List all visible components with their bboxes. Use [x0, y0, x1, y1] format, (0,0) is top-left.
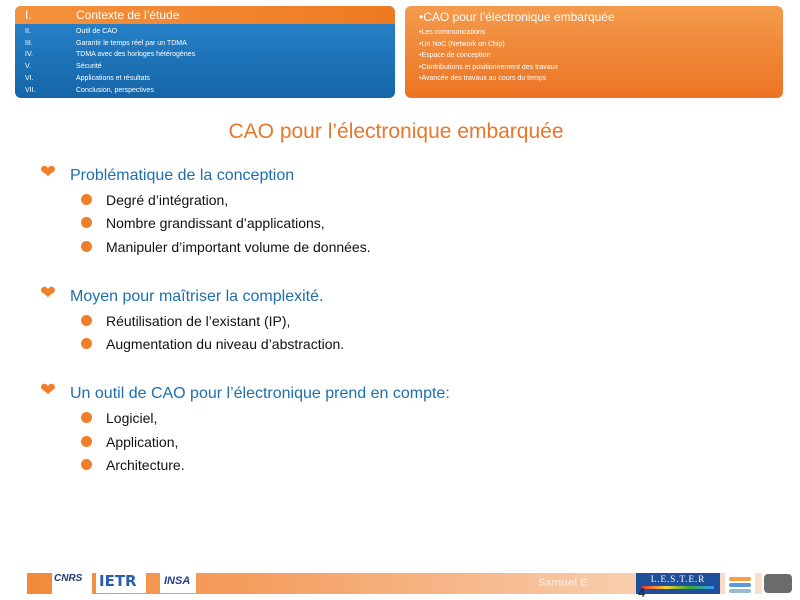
- outline-panel: [15, 6, 395, 98]
- orange-dot-bullet-icon: [81, 194, 92, 205]
- bullet-item-text: Nombre grandissant d’applications,: [106, 215, 325, 231]
- outline-item[interactable]: [15, 49, 395, 60]
- section-subitem[interactable]: •Un NoC (Network on Chip): [419, 41, 505, 48]
- section-subitem[interactable]: •Avancée des travaux au cours du temps: [419, 75, 547, 82]
- outline-item-num: IV.: [25, 51, 33, 58]
- bullet-item-text: Architecture.: [106, 457, 185, 473]
- cnrs-logo: [52, 570, 92, 596]
- orange-dot-bullet-icon: [81, 412, 92, 423]
- ietr-logo: [96, 571, 146, 593]
- orange-dot-bullet-icon: [81, 436, 92, 447]
- bullet-item-text: Manipuler d’important volume de données.: [106, 239, 371, 255]
- bullet-item-text: Logiciel,: [106, 410, 158, 426]
- university-logo: [725, 571, 755, 597]
- page-number: 4: [638, 585, 646, 600]
- lester-logo-strip: [642, 586, 714, 589]
- bullet-item-text: Réutilisation de l’existant (IP),: [106, 313, 291, 329]
- slide-nav-button[interactable]: [764, 574, 792, 593]
- heart-bullet-icon: ❤: [40, 162, 56, 183]
- outline-item-label: Sécurité: [76, 63, 102, 70]
- footer-author-name: Samuel E: [538, 577, 588, 589]
- outline-item-num: II.: [25, 28, 31, 35]
- bullet-item-text: Application,: [106, 434, 179, 450]
- outline-item-num: III.: [25, 39, 33, 47]
- outline-item[interactable]: [15, 38, 395, 49]
- lester-logo-text: L.E.S.T.E.R: [650, 574, 706, 584]
- outline-item-num: V.: [25, 63, 31, 70]
- insa-logo-text: INSA: [164, 575, 191, 587]
- outline-current-num: I.: [25, 8, 32, 22]
- lester-logo: [636, 573, 720, 594]
- outline-item[interactable]: [15, 85, 395, 96]
- ietr-logo-text: IETR: [99, 572, 137, 590]
- outline-item[interactable]: [15, 61, 395, 72]
- slide-title: CAO pour l’électronique embarquée: [228, 120, 564, 143]
- bullet-heading-text: Problématique de la conception: [70, 167, 295, 184]
- outline-item-label: TDMA avec des horloges hétérogènes: [76, 51, 196, 58]
- outline-current-item[interactable]: [15, 6, 395, 24]
- section-subitem[interactable]: •Contributions et positionnement des travaux: [419, 64, 559, 71]
- outline-item-label: Outil de CAO: [76, 28, 118, 35]
- orange-dot-bullet-icon: [81, 315, 92, 326]
- outline-item-label: Applications et résultats: [76, 75, 150, 82]
- bullet-item-text: Augmentation du niveau d’abstraction.: [106, 336, 345, 352]
- outline-item-num: VII.: [25, 87, 36, 94]
- section-title[interactable]: •CAO pour l’électronique embarquée: [419, 10, 615, 24]
- bullet-heading-text: Un outil de CAO pour l’électronique prend en compte:: [70, 385, 450, 402]
- outline-item[interactable]: [15, 73, 395, 84]
- heart-bullet-icon: ❤: [40, 283, 56, 304]
- section-subitem[interactable]: •Espace de conception: [419, 52, 491, 59]
- bullet-heading-text: Moyen pour maîtriser la complexité.: [70, 288, 324, 305]
- orange-dot-bullet-icon: [81, 241, 92, 252]
- outline-item-label: Garantir le temps réel par un TDMA: [76, 39, 187, 47]
- bullet-item-text: Degré d’intégration,: [106, 192, 229, 208]
- insa-logo: [160, 571, 196, 593]
- cnrs-logo-mark: CNRS: [54, 573, 83, 584]
- section-subitem[interactable]: •Les communications: [419, 29, 486, 36]
- orange-dot-bullet-icon: [81, 338, 92, 349]
- outline-item[interactable]: [15, 26, 395, 37]
- outline-item-label: Conclusion, perspectives: [76, 87, 154, 94]
- section-panel: [405, 6, 783, 98]
- orange-dot-bullet-icon: [81, 217, 92, 228]
- heart-bullet-icon: ❤: [40, 380, 56, 401]
- outline-item-num: VI.: [25, 75, 34, 82]
- outline-current-label: Contexte de l’étude: [76, 8, 180, 22]
- orange-dot-bullet-icon: [81, 459, 92, 470]
